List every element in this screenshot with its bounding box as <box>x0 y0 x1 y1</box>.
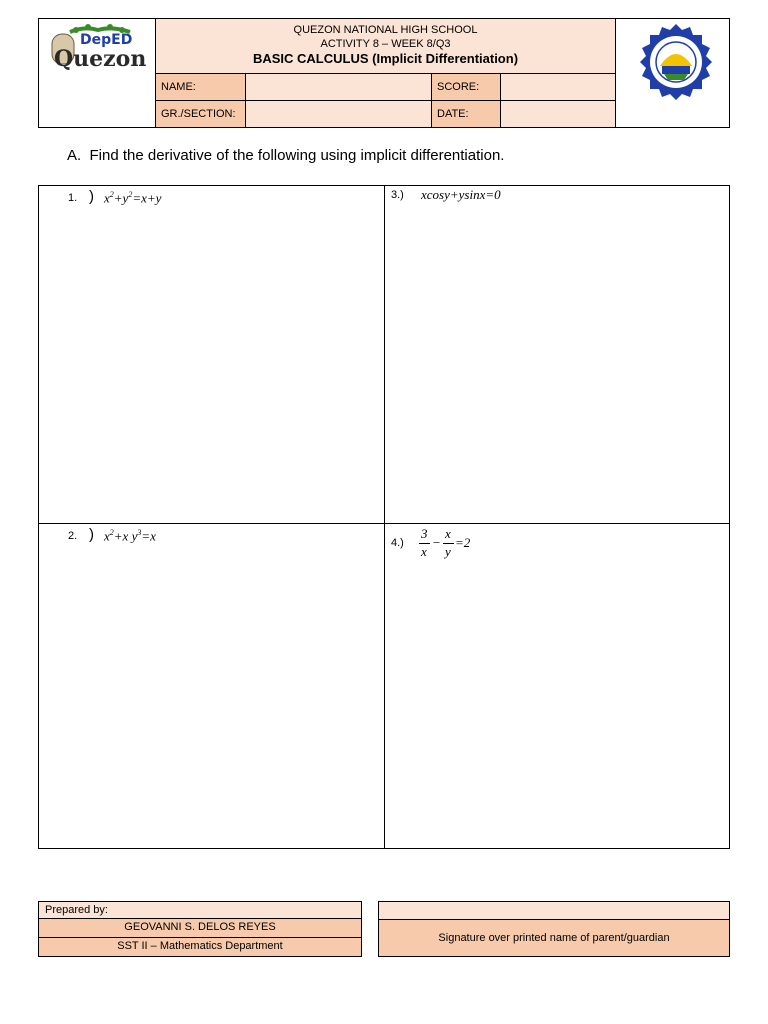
score-field[interactable] <box>500 73 616 101</box>
problem-1-number: 1. <box>68 192 78 204</box>
problem-4-number: 4.) <box>391 537 404 549</box>
problem-2-number: 2. <box>68 530 78 542</box>
signature-blank[interactable] <box>378 901 730 920</box>
fraction-2-denominator: y <box>445 544 451 559</box>
fraction-2-numerator: x <box>445 526 451 541</box>
problem-3-number: 3.) <box>391 189 404 201</box>
section-label: GR./SECTION: <box>155 100 246 128</box>
problem-3-equation: xcosy+ysinx=0 <box>421 187 501 202</box>
fraction-1-denominator: x <box>421 544 427 559</box>
name-label: NAME: <box>155 73 246 101</box>
teacher-position: SST II – Mathematics Department <box>38 937 362 957</box>
school-name: QUEZON NATIONAL HIGH SCHOOL <box>293 24 478 36</box>
header-title-cell <box>155 18 616 74</box>
problem-2-box[interactable] <box>38 523 385 849</box>
signature-label: Signature over printed name of parent/guardian <box>378 919 730 957</box>
header-seal-cell <box>615 18 730 128</box>
instruction-text: A. Find the derivative of the following using implicit differentiation. <box>67 147 505 164</box>
date-label: DATE: <box>431 100 501 128</box>
date-field[interactable] <box>500 100 616 128</box>
deped-quezon-logo <box>50 24 146 76</box>
problem-4-box[interactable] <box>384 523 730 849</box>
name-field[interactable] <box>245 73 432 101</box>
problem-4-rhs: =2 <box>455 535 471 550</box>
logo-deped-text: DepED <box>80 32 133 48</box>
school-seal-icon <box>636 22 716 102</box>
teacher-name: GEOVANNI S. DELOS REYES <box>38 918 362 938</box>
problem-2-paren: ) <box>89 526 94 543</box>
problem-2-equation: $x^2+x$ $y^3=x$ <box>104 528 156 544</box>
prepared-by-label: Prepared by: <box>38 901 362 919</box>
section-field[interactable] <box>245 100 432 128</box>
problem-3-box[interactable] <box>384 185 730 524</box>
problem-4-equation <box>417 526 537 562</box>
fraction-1-numerator: 3 <box>421 526 428 541</box>
activity-line: ACTIVITY 8 – WEEK 8/Q3 <box>320 38 451 50</box>
problem-1-equation: $x^2+y^2=x+y$ <box>104 190 162 206</box>
score-label: SCORE: <box>431 73 501 101</box>
logo-quezon-text: Quezon <box>54 46 147 72</box>
subject-title: BASIC CALCULUS (Implicit Differentiation) <box>252 51 519 66</box>
problem-1-paren: ) <box>89 188 94 205</box>
problem-1-box[interactable] <box>38 185 385 524</box>
minus-sign: − <box>432 535 441 550</box>
